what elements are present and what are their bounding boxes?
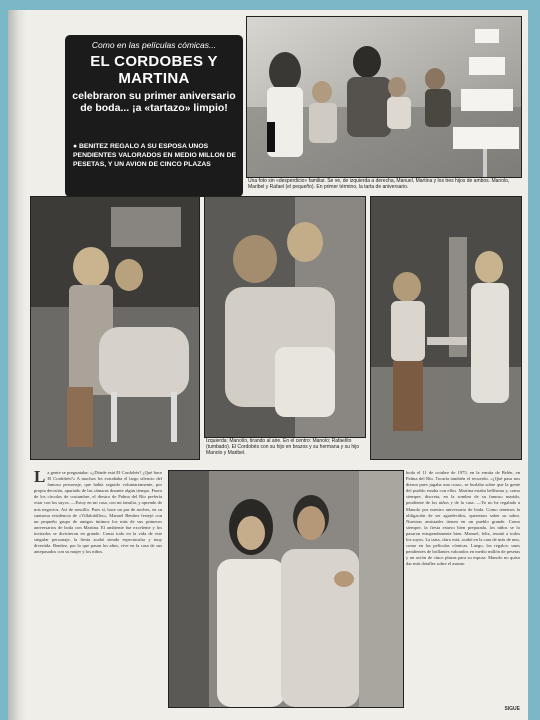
two-children-photo: [370, 196, 522, 460]
headline-title: EL CORDOBES Y MARTINA: [90, 53, 218, 87]
continue-label: SIGUE: [504, 706, 520, 712]
dropcap: L: [34, 470, 46, 486]
article-column-1: [34, 470, 162, 706]
headline-subtitle: celebraron su primer aniversario de boda... ¡a «tartazo» limpio!: [72, 90, 236, 114]
page-spine: [8, 10, 26, 720]
top-photo-caption: Una foto sin «desperdicio» familiar. Se ve, de izquierda a derecha, Manuel, Martina y los tres hijos de ambos. Manolo, Maribel y Rafael (el pequeño). En primer término, la tarta de aniversario.: [248, 178, 510, 190]
article-column-3: boda el 11 de octubre de 1975, en la ermita de Belén, en Palma del Río. Tocaría también el recuerdo. «¿Qué pasa nos dieron pues jugaba una cosa», se burlaba sobre que la gente del pueblo estaba con ellos. Martina estaba bellísima y, como siempre, discreta, en la sombra de su famoso marido, pendiente de los niños y de la casa. —Yo no he regalado a Manolo por nuestro aniversario de boda. Como tenemos la obligación de ser agradecidos, queremos saber su sabor. Nuestras amistades tienen en un pueblo grande. Como siempre, la fiesta estuvo bien preparada, los niños se lo pasaron estupendamente bien. Manuel, feliz, reunió a todos los suyos. La tarta, claro está, acabó en la cara de más de uno, como en las películas cómicas. Luego, los regalos: unos pendientes de brillantes valorados en medio millón de pesetas y un avión de cinco plazas para su esposa. Manolo no quiso dar más detalles sobre el asunto.: [406, 470, 520, 567]
headline-bullet: ● BENITEZ REGALO A SU ESPOSA UNOS PENDIENTES VALORADOS EN MEDIO MILLON DE PESETAS, Y UN AVION DE CINCO PLAZAS: [73, 143, 237, 168]
father-with-child-photo: [204, 196, 366, 438]
child-rocking-horse-photo: [30, 196, 200, 460]
headline-kicker: Como en las películas cómicas...: [91, 40, 217, 50]
couple-photo: [168, 470, 404, 708]
middle-photo-caption: Izquierda: Manolín, tirando al aire. En el centro: Manolo; Rafaelito (tumbado). El Cordobés con su hijo en brazos y su hermana y su hijo Manolo y Maribel.: [206, 438, 360, 456]
headline-box: [65, 35, 243, 197]
column-1-text: a gente se preguntaba: «¿Dónde está El Cordobés? ¿Qué hace El Cordobés?» A muchos les extrañaba el largo silencio del famoso personaje, que había seguido voluntariamente, por propia decisión, apartado de las cámaras durante algún tiempo. Fuera de los círculos de costumbre, el diestro de Palma del Río prefería estar con los suyos. —Estoy en mi casa, con mi familia, y aprendo de mis negocios. Así de sencillo. Pues sí, hace un par de noches, en su suntuosa residencia de «Villalobillos», Manuel Benítez festejó con un pequeño grupo de amigos íntimos los más de sus primeros aniversarios de boda con Martina. El ambiente fue excelente y los invitados se divirtieron en grande. Como todo en la vida de este singular personaje, la fiesta acabó siendo espectacular y muy divertida. Benítez, por lo que pasan los años, vive en la casa de sus antepasados con su mujer y los niños.: [34, 470, 162, 555]
family-photo: [246, 16, 522, 178]
magazine-page: [8, 10, 528, 720]
